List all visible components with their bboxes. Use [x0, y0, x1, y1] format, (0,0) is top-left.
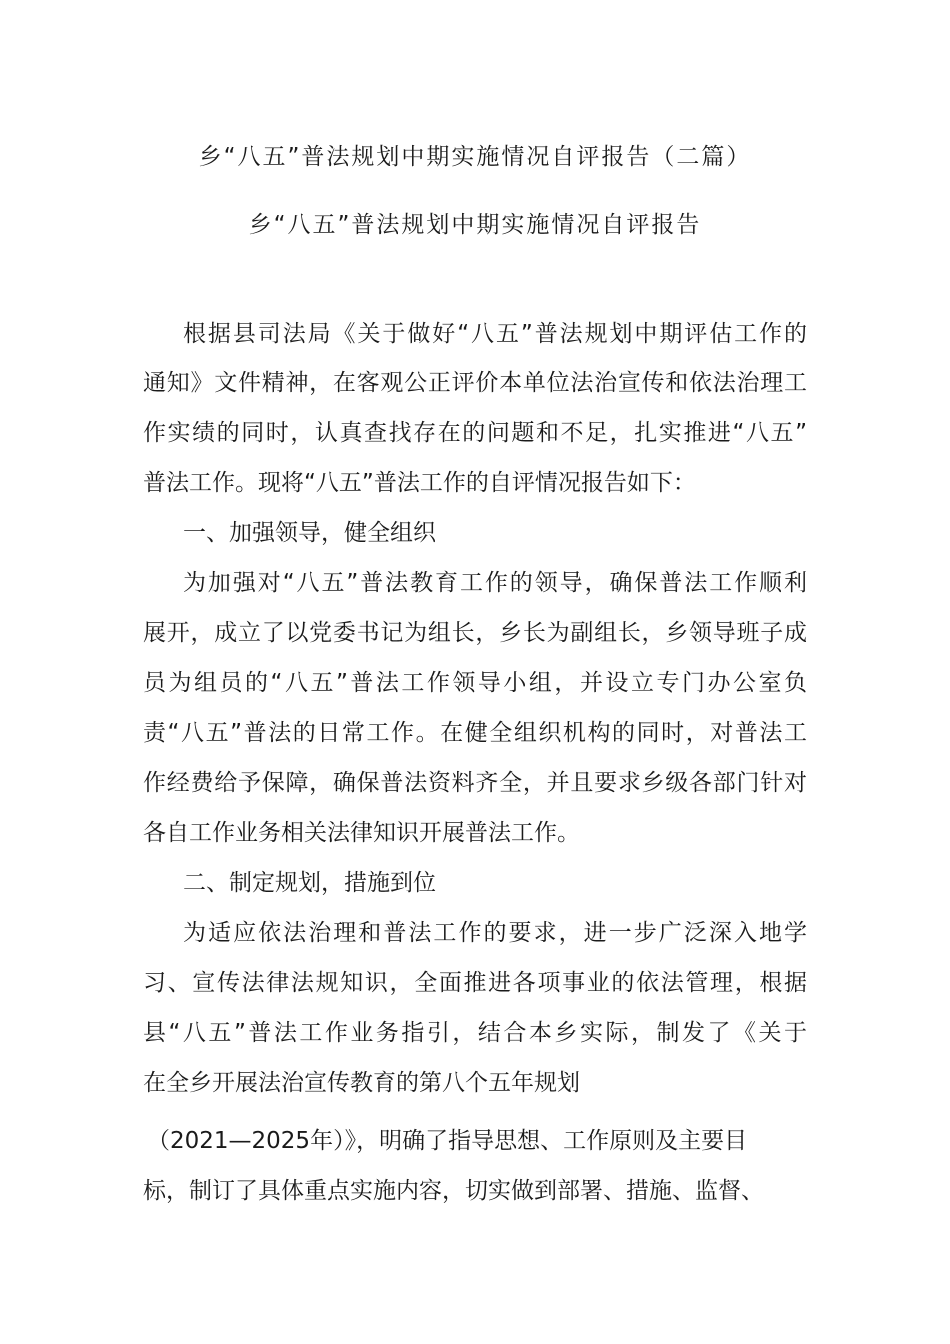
paragraph-line: 根据县司法局《关于做好“八五”普法规划中期评估工作的 [183, 321, 807, 347]
paragraph-line: 员为组员的“八五”普法工作领导小组，并设立专门办公室负 [143, 670, 807, 696]
document-title: 乡“八五”普法规划中期实施情况自评报告（二篇） [198, 144, 752, 170]
paragraph-line: 责“八五”普法的日常工作。在健全组织机构的同时，对普法工 [143, 720, 807, 746]
paragraph-line: 作实绩的同时，认真查找存在的问题和不足，扎实推进“八五” [143, 420, 807, 446]
paragraph-line: 普法工作。现将“八五”普法工作的自评情况报告如下： [143, 470, 696, 496]
paragraph-line: 为加强对“八五”普法教育工作的领导，确保普法工作顺利 [183, 570, 807, 596]
document-subtitle: 乡“八五”普法规划中期实施情况自评报告 [248, 212, 702, 238]
section-heading: 一、加强领导，健全组织 [183, 520, 436, 546]
paragraph-line: 各自工作业务相关法律知识开展普法工作。 [143, 820, 580, 846]
paragraph-line: 标，制订了具体重点实施内容，切实做到部署、措施、监督、 [143, 1178, 764, 1204]
paragraph-line: 展开，成立了以党委书记为组长，乡长为副组长，乡领导班子成 [143, 620, 807, 646]
paragraph-line: 县“八五”普法工作业务指引，结合本乡实际，制发了《关于 [143, 1020, 807, 1046]
section-heading: 二、制定规划，措施到位 [183, 870, 436, 896]
paragraph-line: 为适应依法治理和普法工作的要求，进一步广泛深入地学 [183, 920, 807, 946]
paragraph-line: 作经费给予保障，确保普法资料齐全，并且要求乡级各部门针对 [143, 770, 807, 796]
paragraph-line: 通知》文件精神，在客观公正评价本单位法治宣传和依法治理工 [143, 370, 807, 396]
paragraph-line: 习、宣传法律法规知识，全面推进各项事业的依法管理，根据 [143, 970, 807, 996]
paragraph-line: （2021—2025年）》，明确了指导思想、工作原则及主要目 [147, 1128, 748, 1154]
paragraph-line: 在全乡开展法治宣传教育的第八个五年规划 [143, 1070, 580, 1096]
